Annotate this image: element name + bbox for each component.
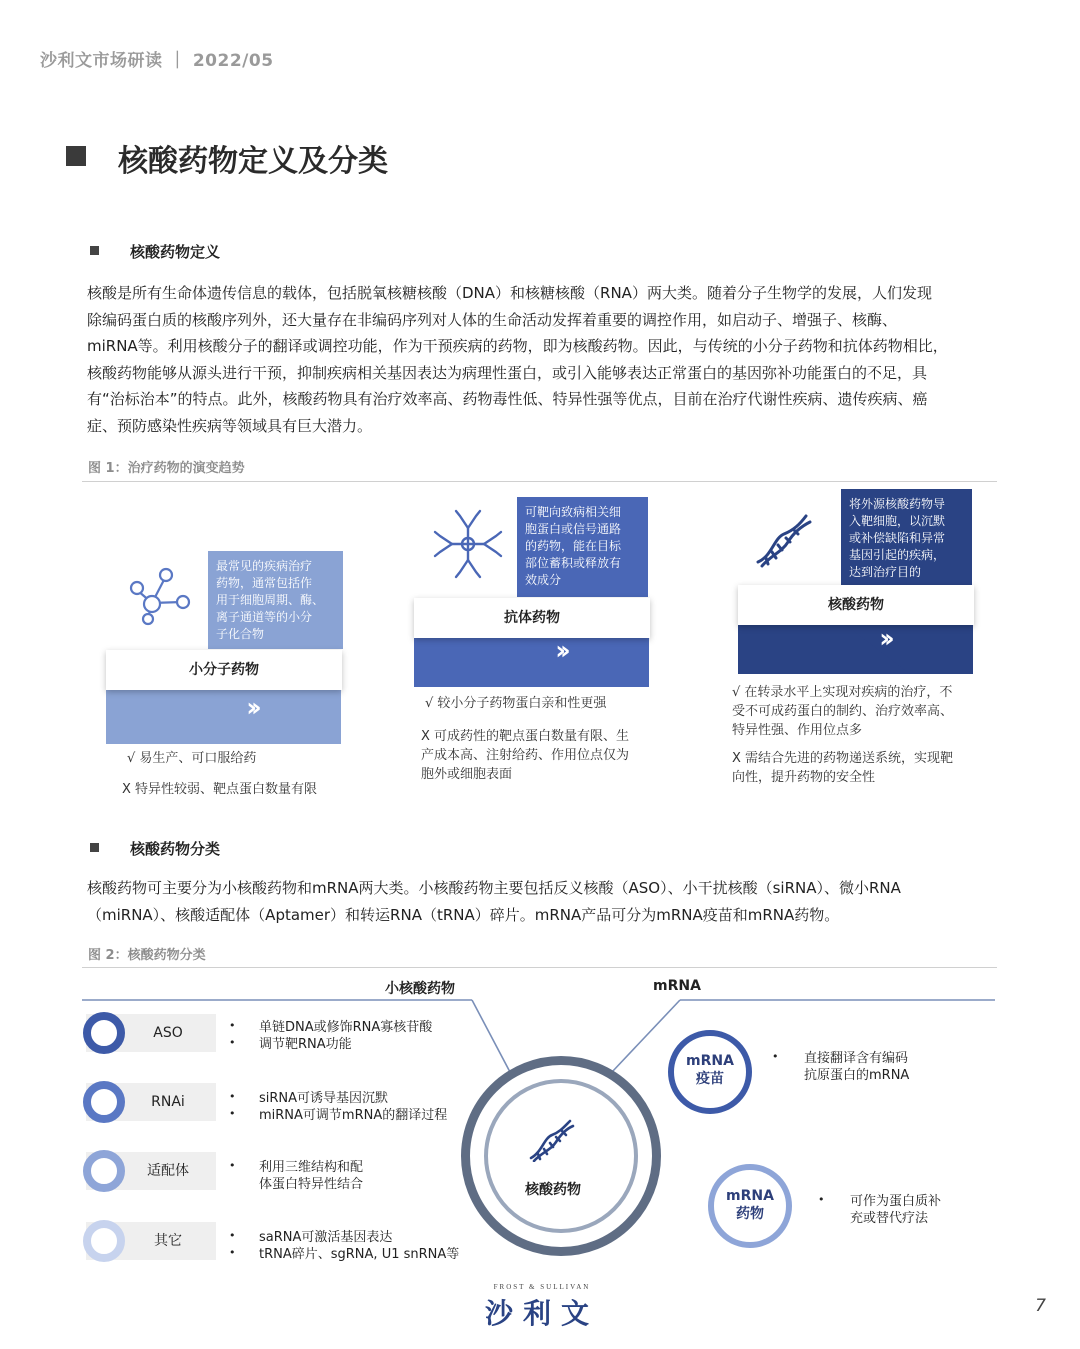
mrna-vaccine-text — [804, 1050, 909, 1084]
footer-brand-logo: 沙利文 — [484, 1297, 599, 1330]
dna-icon — [752, 512, 812, 568]
desc-line: 的药物，能在目标 — [525, 539, 622, 553]
aptamer-label: 适配体 — [147, 1163, 189, 1179]
desc-line: 可靶向致病相关细 — [525, 505, 622, 519]
text-line: 直接翻译含有编码 — [804, 1051, 909, 1066]
rnai-label: RNAi — [151, 1094, 185, 1110]
aptamer-ring-icon — [83, 1150, 125, 1192]
section2-paragraph — [87, 875, 1002, 928]
aso-bullets — [259, 1019, 432, 1053]
note-line: 受不可成药蛋白的制约、治疗效率高、 — [732, 704, 954, 719]
bullet-line: 调节靶RNA功能 — [259, 1037, 352, 1052]
label-line: mRNA — [726, 1188, 774, 1204]
dna-icon — [526, 1118, 576, 1162]
nucleic-acid-cons — [732, 749, 953, 787]
desc-line: 入靶细胞，以沉默 — [849, 514, 946, 528]
molecule-icon — [124, 566, 194, 626]
desc-line: 胞蛋白或信号通路 — [525, 522, 622, 536]
section-bullet-icon — [90, 843, 99, 852]
bullet-dot: • — [229, 1107, 236, 1120]
desc-line: 基因引起的疾病， — [849, 548, 946, 562]
desc-line: 药物，通常包括作 — [216, 576, 313, 590]
text-line: 充或替代疗法 — [850, 1211, 929, 1226]
bullet-line: tRNA碎片、sgRNA, U1 snRNA等 — [259, 1247, 460, 1262]
rnai-ring-icon — [83, 1081, 125, 1123]
bullet-dot: • — [229, 1019, 236, 1032]
bullet-line: 利用三维结构和配 — [259, 1160, 364, 1175]
antibody-pros: √ 较小分子药物蛋白亲和性更强 — [425, 696, 607, 711]
aso-ring-icon — [83, 1012, 125, 1054]
note-line: 产成本高、注射给药、作用位点仅为 — [421, 748, 630, 763]
figure1-rule — [82, 481, 997, 482]
page-number: 7 — [1035, 1296, 1046, 1316]
antibody-cons — [421, 727, 629, 784]
para-line: miRNA等。利用核酸分子的翻译或调控功能，作为干预疾病的药物，即为核酸药物。因此，与传统的小分子药物和抗体药物相比， — [87, 337, 948, 355]
bullet-dot: • — [229, 1036, 236, 1049]
bullet-dot: • — [229, 1246, 236, 1259]
small-molecule-pros: √ 易生产、可口服给药 — [127, 751, 257, 766]
double-chevron-icon: ›› — [246, 693, 256, 723]
para-line: 核酸药物可主要分为小核酸药物和mRNA两大类。小核酸药物主要包括反义核酸（ASO）、小干扰核酸（siRNA）、微小RNA — [87, 879, 901, 897]
others-label: 其它 — [154, 1233, 182, 1249]
label-line: 药物 — [736, 1206, 764, 1222]
bullet-line: miRNA可调节mRNA的翻译过程 — [259, 1108, 448, 1123]
figure1-caption: 图 1：治疗药物的演变趋势 — [88, 461, 245, 476]
section1-heading: 核酸药物定义 — [130, 243, 221, 261]
section1-paragraph — [87, 280, 1002, 439]
bullet-dot: • — [229, 1090, 236, 1103]
antibody-icon — [432, 508, 504, 580]
others-ring-icon — [83, 1220, 125, 1262]
header-text: 沙利文市场研读 ｜ 2022/05 — [40, 51, 274, 71]
title-square-icon — [66, 146, 86, 166]
note-line: 胞外或细胞表面 — [421, 767, 513, 782]
desc-line: 最常见的疾病治疗 — [216, 559, 313, 573]
double-chevron-icon: ›› — [879, 624, 889, 654]
note-line: √ 在转录水平上实现对疾病的治疗，不 — [732, 685, 953, 700]
desc-line: 用于细胞周期、酶、 — [216, 593, 325, 607]
bullet-line: 体蛋白特异性结合 — [259, 1177, 364, 1192]
others-bullets — [259, 1229, 459, 1263]
bullet-dot: • — [229, 1229, 236, 1242]
bullet-dot: • — [772, 1050, 779, 1063]
section-bullet-icon — [90, 246, 99, 255]
note-line: X 可成药性的靶点蛋白数量有限、生 — [421, 729, 630, 744]
bullet-line: siRNA可诱导基因沉默 — [259, 1091, 389, 1106]
aptamer-bullets — [259, 1159, 363, 1193]
nucleic-acid-description — [841, 489, 972, 587]
note-line: 特异性强、作用位点多 — [732, 723, 863, 738]
mrna-drug-label — [708, 1187, 792, 1223]
antibody-plate: 抗体药物 — [414, 598, 650, 638]
nucleic-acid-pros — [732, 683, 953, 740]
text-line: 抗原蛋白的mRNA — [804, 1068, 910, 1083]
bullet-line: saRNA可激活基因表达 — [259, 1230, 393, 1245]
para-line: 除编码蛋白质的核酸序列外，还大量存在非编码序列对人体的生命活动发挥着重要的调控作用，如启动子、增强子、核酶、 — [87, 310, 898, 329]
figure2-caption: 图 2：核酸药物分类 — [88, 948, 206, 963]
bullet-dot: • — [818, 1193, 825, 1206]
desc-line: 达到治疗目的 — [849, 565, 922, 579]
para-line: 核酸药物能够从源头进行干预，抑制疾病相关基因表达为病理性蛋白，或引入能够表达正常蛋白的基因弥补功能蛋白的不足，具 — [87, 363, 928, 382]
section2-heading: 核酸药物分类 — [130, 840, 221, 858]
bullet-dot: • — [229, 1159, 236, 1172]
mrna-drug-text — [850, 1193, 941, 1227]
para-line: （miRNA）、核酸适配体（Aptamer）和转运RNA（tRNA）碎片。mRNA产品可分为mRNA疫苗和mRNA药物。 — [87, 905, 840, 924]
footer-brand-en: FROST & SULLIVAN — [493, 1283, 591, 1291]
label-line: 疫苗 — [696, 1071, 724, 1087]
aso-label: ASO — [153, 1025, 183, 1041]
para-line: 有“治标治本”的特点。此外，核酸药物具有治疗效率高、药物毒性低、特异性强等优点，目前在治疗代谢性疾病、遗传疾病、癌 — [87, 390, 928, 408]
desc-line: 将外源核酸药物导 — [849, 497, 946, 511]
double-chevron-icon: ›› — [555, 636, 565, 666]
antibody-description — [517, 497, 648, 597]
figure2-rule — [82, 967, 997, 968]
rnai-bullets — [259, 1090, 447, 1124]
page-title: 核酸药物定义及分类 — [118, 144, 388, 179]
desc-line: 或补偿缺陷和异常 — [849, 531, 946, 545]
desc-line: 离子通道等的小分 — [216, 610, 313, 624]
desc-line: 效成分 — [525, 573, 562, 587]
note-line: X 需结合先进的药物递送系统，实现靶 — [732, 751, 954, 766]
nucleic-acid-plate: 核酸药物 — [738, 585, 974, 625]
desc-line: 子化合物 — [216, 627, 265, 641]
desc-line: 部位蓄积或释放有 — [525, 556, 622, 570]
mrna-label: mRNA — [640, 978, 714, 994]
text-line: 可作为蛋白质补 — [850, 1194, 942, 1209]
small-molecule-description — [208, 551, 343, 649]
small-molecule-cons: X 特异性较弱、靶点蛋白数量有限 — [122, 782, 318, 797]
center-label: 核酸药物 — [525, 1182, 581, 1198]
bullet-line: 单链DNA或修饰RNA寡核苷酸 — [259, 1020, 433, 1035]
label-line: mRNA — [686, 1053, 734, 1069]
para-line: 症、预防感染性疾病等领域具有巨大潜力。 — [87, 416, 373, 435]
note-line: 向性，提升药物的安全性 — [732, 770, 876, 785]
mrna-vaccine-label — [668, 1052, 752, 1088]
small-nucleic-acid-label: 小核酸药物 — [330, 978, 510, 998]
small-molecule-plate: 小分子药物 — [106, 650, 342, 690]
para-line: 核酸是所有生命体遗传信息的载体，包括脱氧核糖核酸（DNA）和核糖核酸（RNA）两大类。随着分子生物学的发展，人们发现 — [87, 284, 932, 302]
